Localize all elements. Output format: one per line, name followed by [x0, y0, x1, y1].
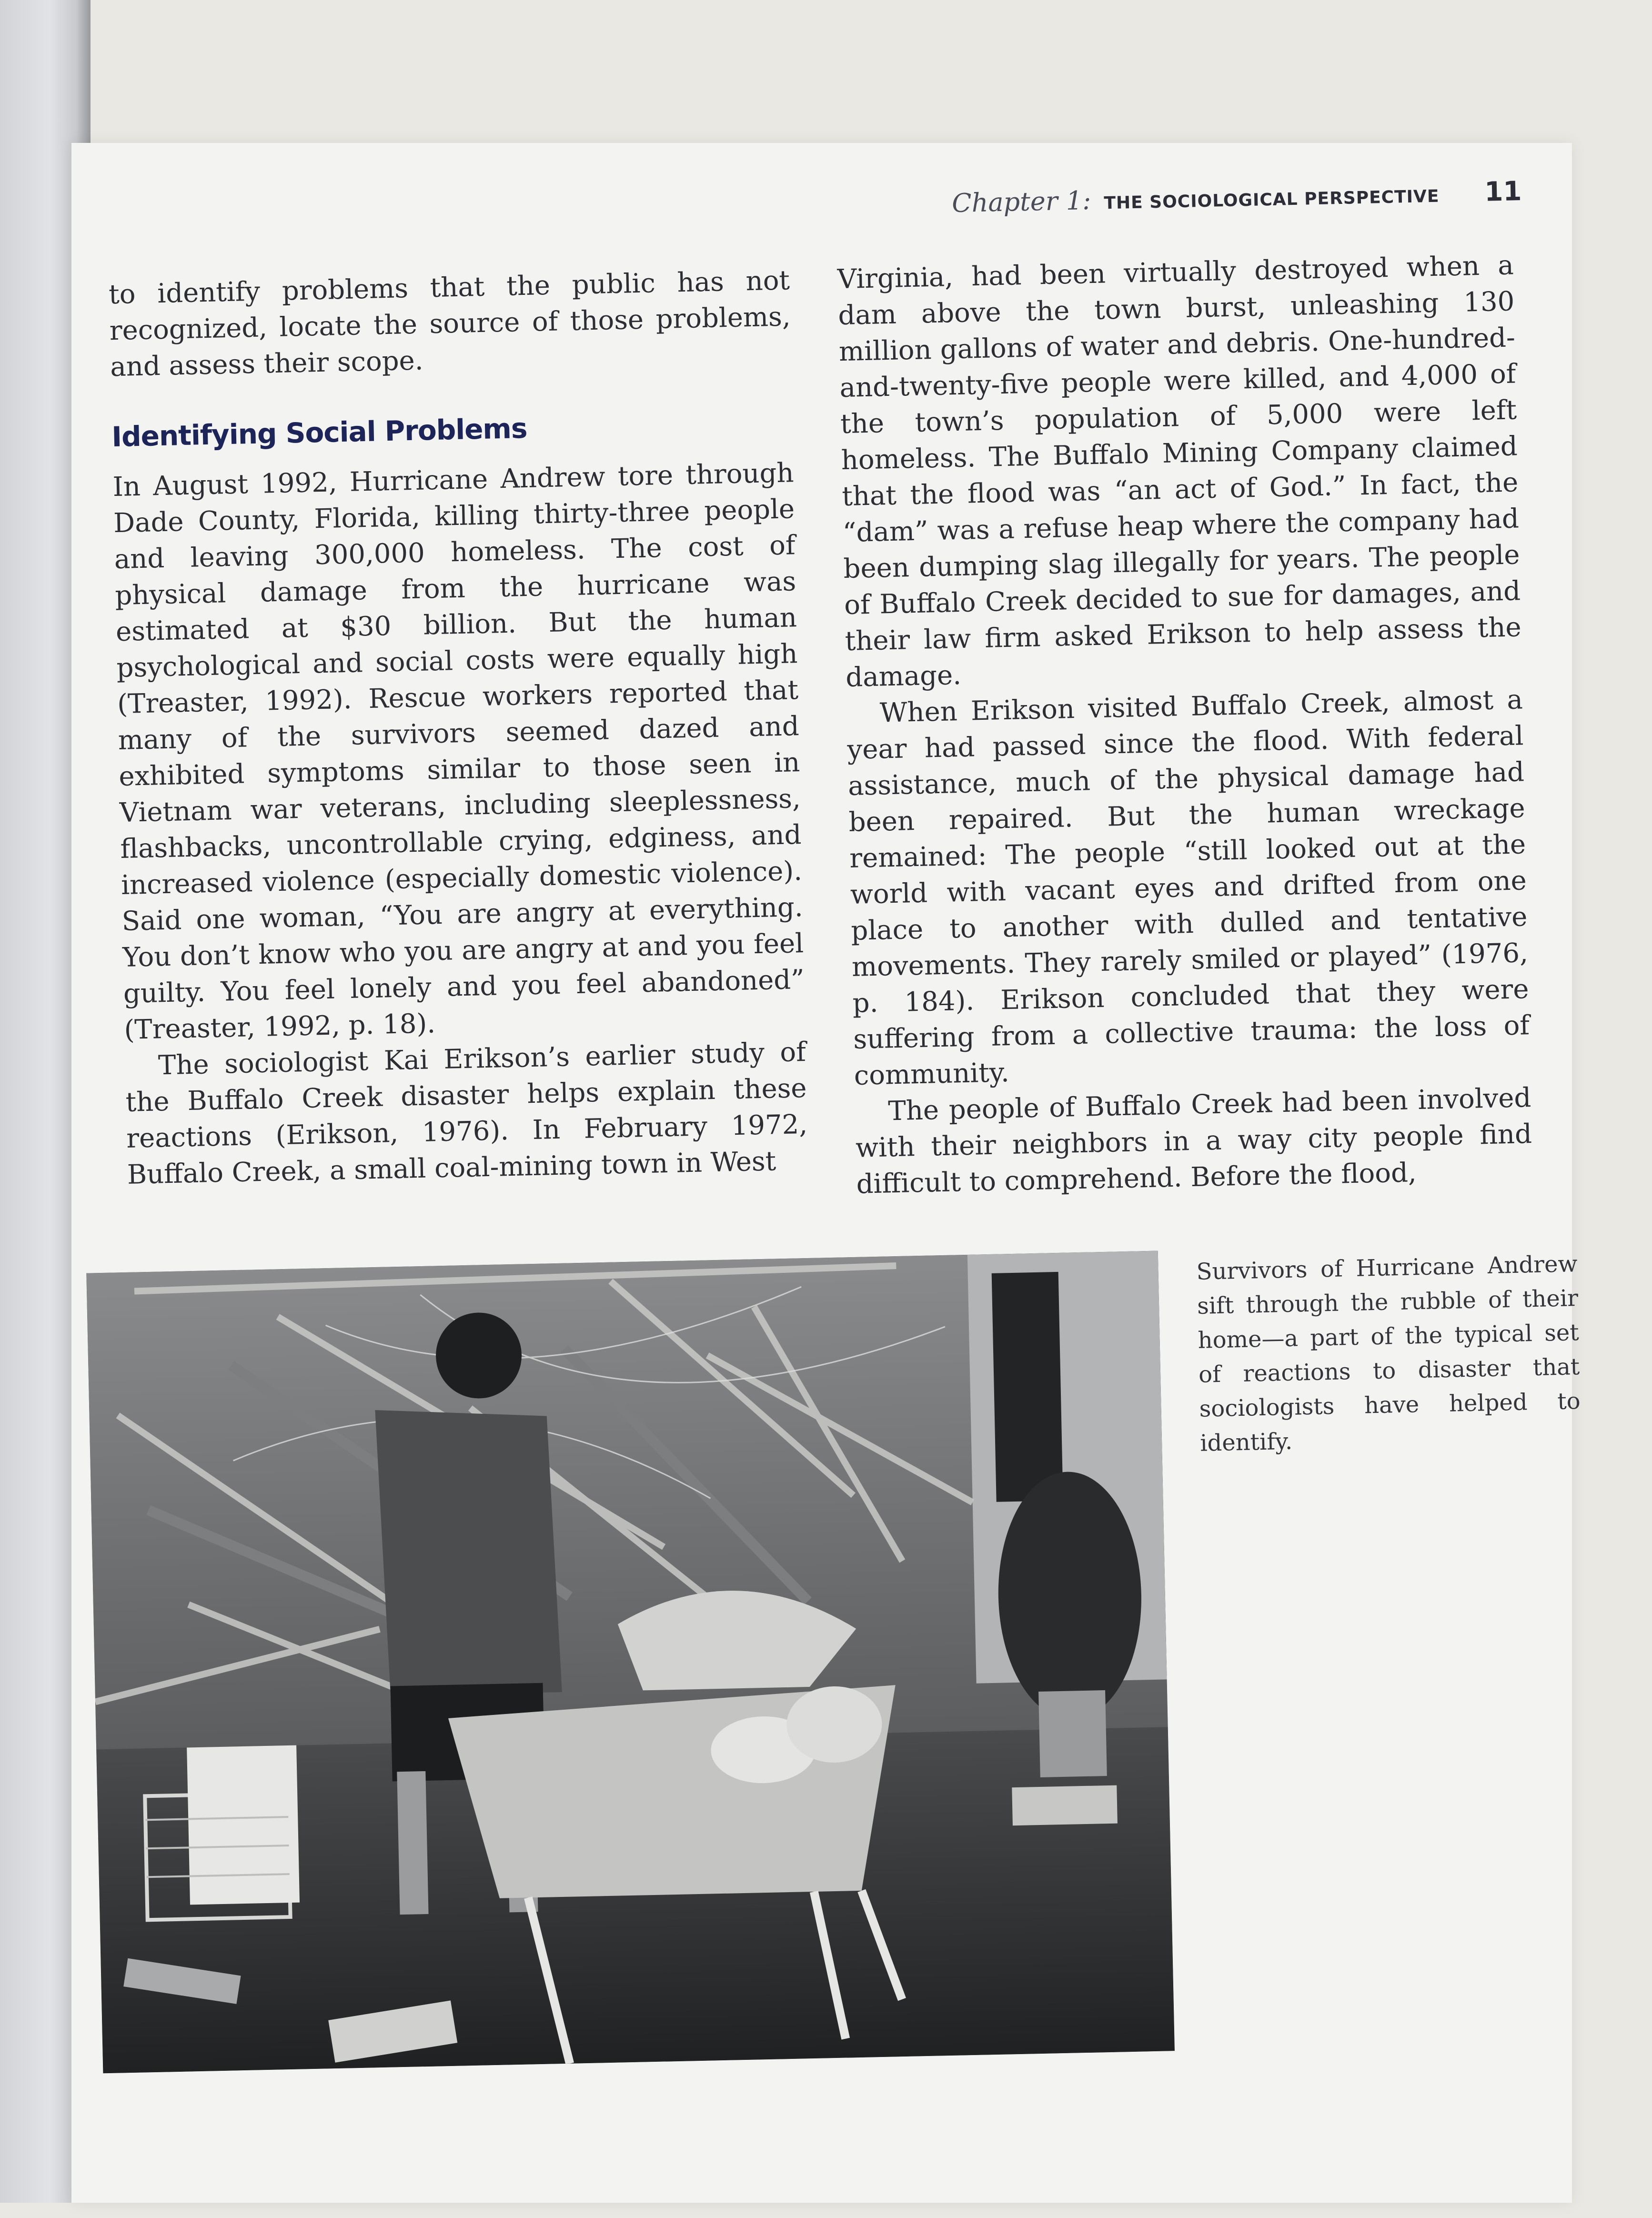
intro-paragraph: to identify problems that the public has not recognized, locate the source of those problems, and assess their scope. [108, 265, 791, 383]
running-header [902, 176, 1522, 220]
section-heading: Identifying Social Problems [111, 412, 528, 454]
left-column [108, 262, 808, 1193]
rubble-photo-illustration [86, 1251, 1175, 2074]
buffalo-creek-paragraph: Virginia, had been virtually destroyed when a dam above the town burst, unleashing 130 million gallons of water and debris. One-hundred-and-twenty-five people were killed, and 4,000 of the town’s population of 5,000 were left homeless. The Buffalo Mining Company claimed that the flood was “an act of God.” In fact, the “dam” was a refuse heap where the company had been dumping slag illegally for years. The people of Buffalo Creek decided to sue for damages, and their law firm asked Erikson to help assess the damage. [837, 250, 1522, 693]
photo-caption: Survivors of Hurricane Andrew sift through the rubble of their home—a part of the typical set of reactions to disaster that sociologists have helped to identify. [1196, 1250, 1581, 1457]
page-number: 11 [1484, 176, 1522, 208]
erikson-visit-paragraph: When Erikson visited Buffalo Creek, almost a year had passed since the flood. With federal assistance, much of the physical damage had been repaired. But the human wreckage remained: The people “still looked out at the world with vacant eyes and drifted from one place to another with dulled and tentative movements. They rarely smiled or played” (1976, p. 184). Erikson concluded that they were suffering from a collective trauma: the loss of community. [846, 684, 1530, 1091]
hurricane-andrew-paragraph: In August 1992, Hurricane Andrew tore through Dade County, Florida, killing thirty-three people and leaving 300,000 homeless. The cost of physical damage from the hurricane was estimated at $30 billion. But the human psychological and social costs were equally high (Treaster, 1992). Rescue workers reported that many of the survivors seemed dazed and exhibited symptoms similar to those seen in Vietnam war veterans, including sleeplessness, flashbacks, uncontrollable crying, edginess, and increased violence (especially domestic violence). Said one woman, “You are angry at everything. You don’t know who you are angry at and you feel guilty. You feel lonely and you feel abandoned” (Treaster, 1992, p. 18). [112, 457, 805, 1046]
chapter-title: THE SOCIOLOGICAL PERSPECTIVE [1104, 186, 1440, 213]
hurricane-rubble-photo [86, 1251, 1175, 2074]
right-column [837, 247, 1533, 1202]
community-paragraph: The people of Buffalo Creek had been involved with their neighbors in a way city people find difficult to comprehend. Before the flood, [855, 1082, 1532, 1200]
page-content [63, 127, 1606, 2218]
chapter-label: Chapter 1: [951, 185, 1091, 219]
erikson-intro-paragraph: The sociologist Kai Erikson’s earlier study of the Buffalo Creek disaster helps explain these reactions (Erikson, 1976). In February 1972, Buffalo Creek, a small coal-mining town in West [125, 1036, 808, 1190]
book-page [71, 143, 1581, 2203]
